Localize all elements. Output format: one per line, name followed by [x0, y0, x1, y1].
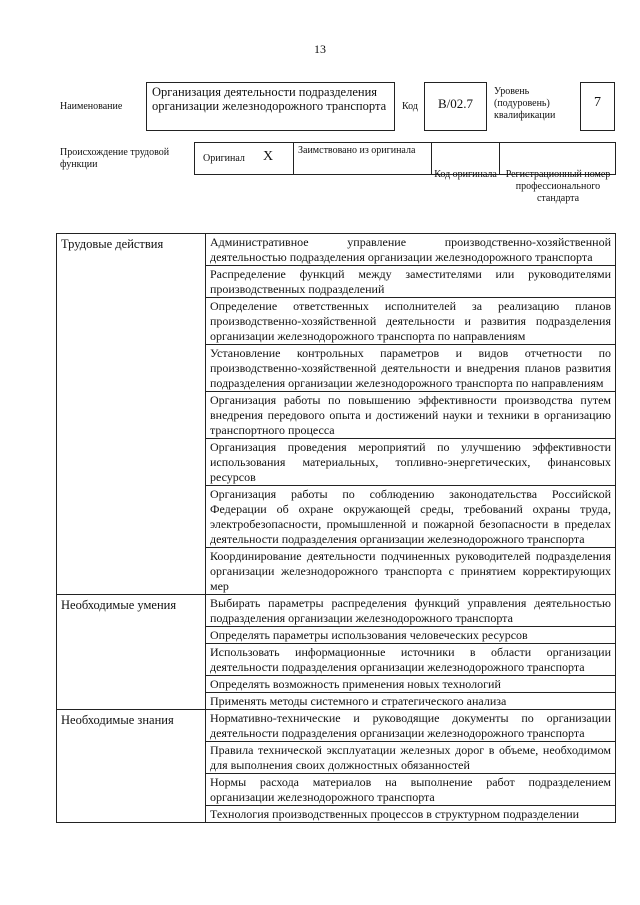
name-label: Наименование	[60, 101, 123, 112]
section-title: Трудовые действия	[57, 234, 206, 595]
function-name-value: Организация деятельности подразделения организации железнодорожного транспорта	[152, 85, 387, 113]
required-skill: Выбирать параметры распределения функций управления деятельностью подразделения организации железнодорожного транспорта	[206, 595, 615, 627]
labor-action: Распределение функций между заместителями или руководителями производственных подразделений	[206, 266, 615, 298]
section-title: Необходимые умения	[57, 595, 206, 710]
origin-label: Происхождение трудовой функции	[60, 147, 170, 170]
required-skill: Применять методы системного и стратегического анализа	[210, 694, 507, 708]
required-skill: Определять параметры использования человеческих ресурсов	[206, 627, 615, 644]
code-original-label: Код оригинала	[434, 169, 497, 180]
code-value: B/02.7	[437, 96, 474, 111]
labor-action: Установление контрольных параметров и видов отчетности по производственно-хозяйственной деятельности и внедрения планов развития подразделения организации железнодорожного транспорта по направлениям	[206, 345, 615, 392]
reg-number-label: Регистрационный номер профессионального стандарта	[505, 169, 611, 204]
labor-action: Организация работы по повышению эффективности производства путем внедрения передового опыта и достижений науки и техники в организацию транспортного процесса	[206, 392, 615, 439]
required-knowledge: Нормативно-технические и руководящие документы по организации деятельности подразделения организации железнодорожного транспорта	[206, 710, 615, 742]
level-box	[580, 82, 615, 131]
section-row	[57, 710, 616, 823]
function-name-box	[146, 82, 395, 131]
labor-action: Определение ответственных исполнителей за реализацию планов производственно-хозяйственной деятельности и развития подразделения организации железнодорожного транспорта по направлениям	[206, 298, 615, 345]
labor-action: Административное управление производственно-хозяйственной деятельностью подразделения организации железнодорожного транспорта	[206, 234, 615, 266]
code-label: Код	[402, 101, 418, 112]
borrowed-label: Заимствовано из оригинала	[298, 145, 416, 156]
page-number: 13	[314, 42, 326, 56]
section-row	[57, 595, 616, 710]
code-box	[424, 82, 487, 131]
required-skill: Определять возможность применения новых технологий	[206, 676, 615, 693]
labor-action: Организация работы по соблюдению законодательства Российской Федерации об охране окружающей среды, требований охраны труда, электробезопасности, промышленной и пожарной безопасности в пределах деятельности подразделения организации железнодорожного транспорта	[206, 486, 615, 548]
original-cell	[194, 142, 294, 175]
original-label: Оригинал	[203, 153, 245, 164]
section-row	[57, 234, 616, 595]
original-mark: X	[263, 149, 274, 164]
required-knowledge: Нормы расхода материалов на выполнение работ подразделением организации железнодорожного транспорта	[206, 774, 615, 806]
work-function-table	[56, 233, 616, 823]
level-value: 7	[594, 95, 601, 110]
required-skill: Использовать информационные источники в области организации деятельности подразделения организации железнодорожного транспорта	[206, 644, 615, 676]
required-knowledge: Технология производственных процессов в структурном подразделении	[210, 807, 580, 821]
labor-action: Координирование деятельности подчиненных руководителей подразделения организации железнодорожного транспорта с принятием корректирующих мер	[210, 549, 611, 593]
labor-action: Организация проведения мероприятий по улучшению эффективности использования материальных, топливно-энергетических, финансовых ресурсов	[206, 439, 615, 486]
level-label: Уровень (подуровень) квалификации	[494, 86, 556, 121]
borrowed-cell	[293, 142, 432, 175]
required-knowledge: Правила технической эксплуатации железных дорог в объеме, необходимом для выполнения своих должностных обязанностей	[206, 742, 615, 774]
section-title: Необходимые знания	[57, 710, 206, 823]
